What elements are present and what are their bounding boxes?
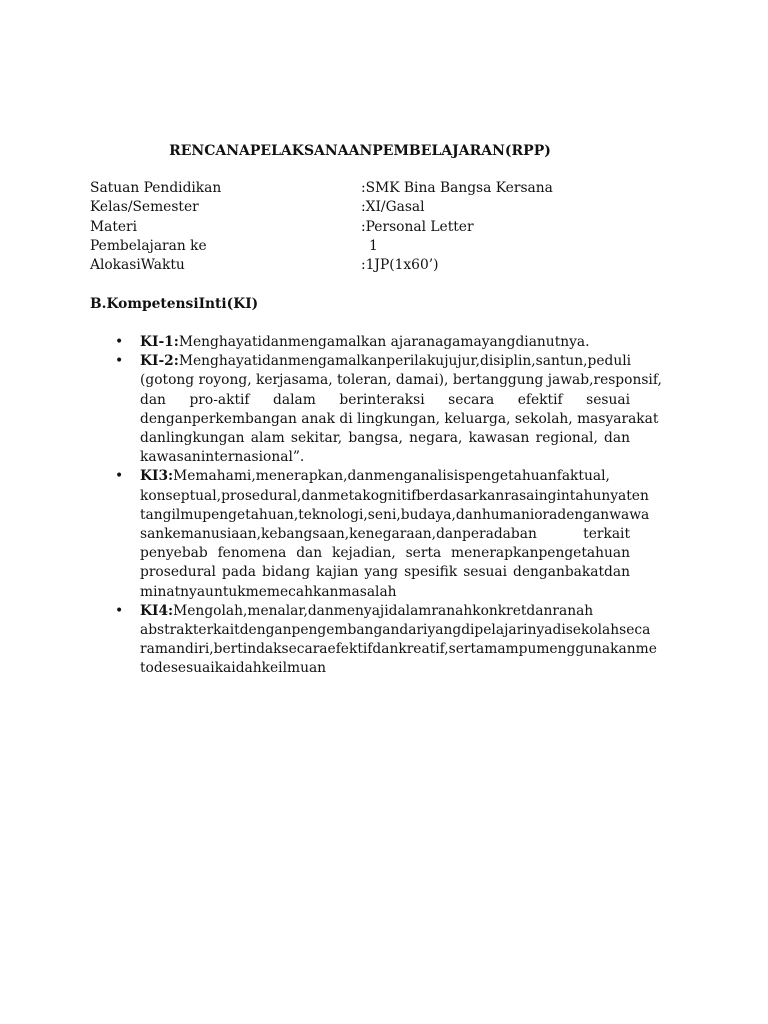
ki-line xyxy=(140,352,630,371)
ki-text: Menghayatidanmengamalkan ajaranagamayangdianutnya. xyxy=(178,334,590,350)
ki-item xyxy=(115,333,630,352)
ki-line: tangilmupengetahuan,teknologi,seni,budaya,danhumanioradenganwawa xyxy=(140,506,650,523)
bullet-icon: • xyxy=(115,334,124,350)
ki-line: prosedural pada bidang kajian yang spesifik sesuai denganbakatdan xyxy=(140,564,630,581)
identity-table xyxy=(90,179,650,275)
ki-label: KI4: xyxy=(140,602,174,619)
ki-line: kawasaninternasional”. xyxy=(140,449,305,466)
ki-line: abstrakterkaitdenganpengembangandariyangdipelajarinyadisekolahseca xyxy=(140,622,651,639)
info-value: :XI/Gasal xyxy=(361,199,425,216)
ki-line: ramandiri,bertindaksecaraefektifdankreatif,sertamampumenggunakanme xyxy=(140,641,657,658)
ki-list xyxy=(115,333,662,679)
info-row xyxy=(90,218,650,237)
ki-line: denganperkembangan anak di lingkungan, keluarga, sekolah, masyarakat xyxy=(140,410,659,427)
info-label: Satuan Pendidikan xyxy=(90,180,222,196)
ki-label: KI-1: xyxy=(140,334,179,350)
info-value: :SMK Bina Bangsa Kersana xyxy=(361,180,553,196)
info-row xyxy=(90,198,650,217)
ki-line: dan pro-aktif dalam berinteraksi secara efektif sesuai xyxy=(140,391,630,408)
ki-line: minatnyauntukmemecahkanmasalah xyxy=(140,583,397,600)
ki-item xyxy=(115,467,650,601)
page-title: RENCANAPELAKSANAANPEMBELAJARAN(RPP) xyxy=(169,143,551,159)
info-label: Kelas/Semester xyxy=(90,199,199,216)
info-label: Materi xyxy=(90,218,138,235)
ki-line xyxy=(140,467,630,486)
info-value: 1 xyxy=(369,237,378,254)
info-row xyxy=(90,179,650,198)
info-label: Pembelajaran ke xyxy=(90,237,207,254)
ki-label: KI3: xyxy=(140,468,174,485)
bullet-icon: • xyxy=(115,353,124,370)
ki-line: penyebab fenomena dan kejadian, serta menerapkanpengetahuan xyxy=(140,545,630,562)
info-row xyxy=(90,237,650,256)
ki-text: Memahami,menerapkan,danmenganalisispengetahuanfaktual, xyxy=(173,468,610,485)
ki-text: Menghayatidanmengamalkanperilakujujur,disiplin,santun,peduli xyxy=(178,353,632,370)
ki-item xyxy=(115,602,657,679)
ki-line: todesesuaikaidahkeilmuan xyxy=(140,660,327,677)
bullet-icon: • xyxy=(115,468,124,485)
ki-line xyxy=(140,333,630,352)
ki-line: danlingkungan alam sekitar, bangsa, negara, kawasan regional, dan xyxy=(140,430,630,447)
ki-text: Mengolah,menalar,danmenyajidalamranahkonkretdanranah xyxy=(173,602,594,619)
ki-line xyxy=(140,602,630,621)
info-value: :1JP(1x60’) xyxy=(361,257,439,274)
info-label: AlokasiWaktu xyxy=(90,257,185,274)
info-row xyxy=(90,256,650,275)
info-value: :Personal Letter xyxy=(361,218,474,235)
ki-line: sankemanusiaan,kebangsaan,kenegaraan,danperadaban terkait xyxy=(140,526,630,543)
ki-line: (gotong royong, kerjasama, toleran, damai), bertanggung jawab,responsif, xyxy=(140,372,662,389)
ki-label: KI-2: xyxy=(140,353,179,370)
ki-item xyxy=(115,352,662,467)
section-heading: B.KompetensiInti(KI) xyxy=(90,296,259,312)
ki-line: konseptual,prosedural,danmetakognitifberdasarkanrasaingintahunyaten xyxy=(140,487,649,504)
bullet-icon: • xyxy=(115,602,124,619)
